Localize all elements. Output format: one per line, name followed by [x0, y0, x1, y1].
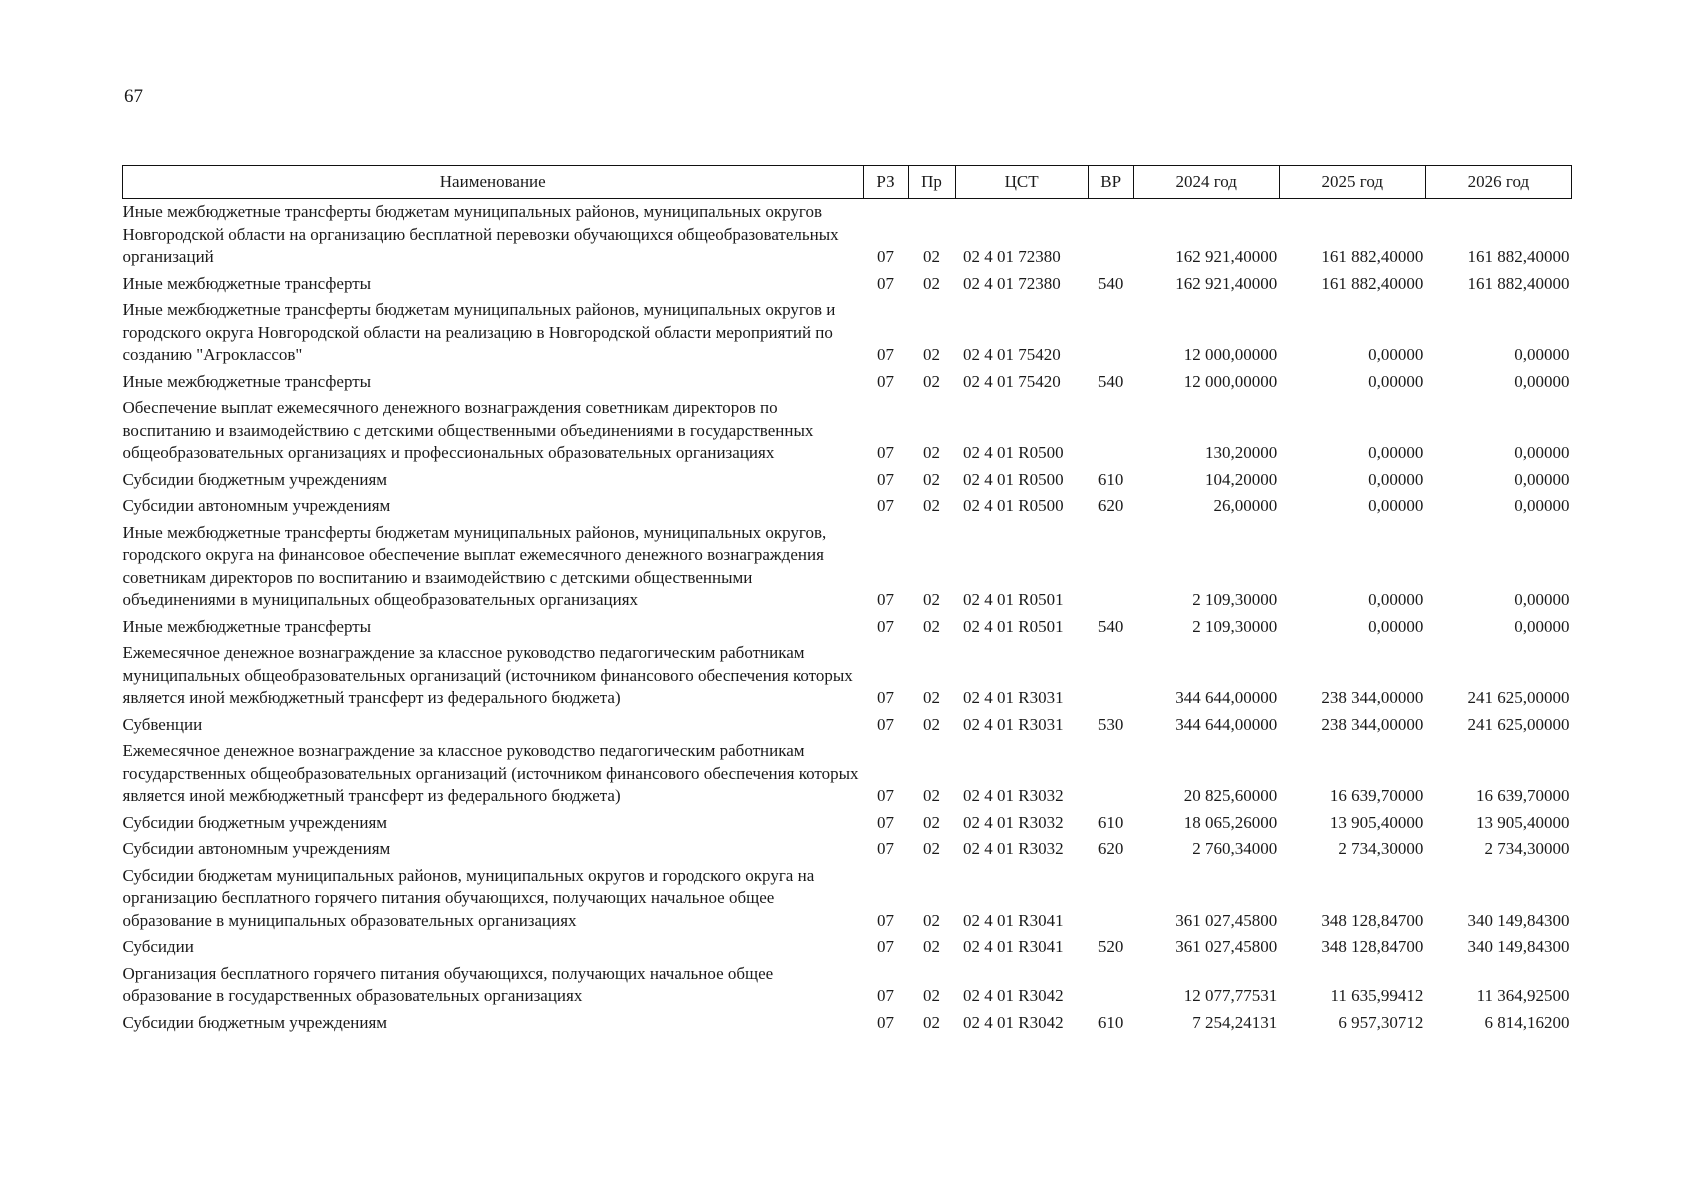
header-vr: ВР [1088, 166, 1133, 199]
row-amount-2024: 7 254,24131 [1192, 1012, 1278, 1032]
row-rz: 07 [877, 812, 894, 832]
row-amount-2025: 13 905,40000 [1329, 812, 1424, 832]
row-rz: 07 [877, 986, 894, 1005]
row-name: Субсидии бюджетным учреждениям [122, 1012, 388, 1032]
row-name: Иные межбюджетные трансферты [122, 616, 372, 636]
row-amount-2025: 6 957,30712 [1338, 1012, 1424, 1032]
row-name: Субсидии бюджетам муниципальных районов, муниципальных округов и городского округа на организацию бесплатного горячего питания обучающихся, получающих начальное общее образование в муниципальных образовательных организациях [122, 865, 815, 930]
row-amount-2025: 238 344,00000 [1321, 714, 1424, 734]
row-pr: 02 [923, 910, 941, 930]
row-vr [1088, 520, 1133, 614]
row-amount-2026: 0,00000 [1514, 590, 1570, 609]
row-vr: 610 [1097, 812, 1124, 832]
row-rz: 07 [877, 247, 894, 266]
row-amount-2026: 161 882,40000 [1467, 273, 1570, 293]
row-name: Субсидии бюджетным учреждениям [122, 469, 388, 489]
page-number: 67 [124, 86, 143, 107]
row-rz: 07 [877, 616, 894, 636]
table-row [123, 395, 1572, 467]
table-row [123, 369, 1572, 396]
row-amount-2025: 11 635,99412 [1330, 986, 1424, 1005]
row-name: Субсидии автономным учреждениям [122, 839, 391, 858]
row-pr: 02 [923, 986, 941, 1005]
row-pr: 02 [923, 590, 941, 609]
row-amount-2026: 0,00000 [1514, 371, 1570, 391]
row-vr [1088, 863, 1133, 935]
header-row [123, 166, 1572, 199]
row-cst: 02 4 01 R3041 [963, 910, 1064, 930]
row-name: Субсидии бюджетным учреждениям [122, 812, 388, 832]
row-amount-2026: 16 639,70000 [1476, 786, 1570, 805]
row-name: Иные межбюджетные трансферты бюджетам муниципальных районов, муниципальных округов и городского округа Новгородской области на реализацию в Новгородской области мероприятий по созданию "Агроклассов" [122, 300, 836, 364]
table-row [123, 863, 1572, 935]
row-amount-2026: 0,00000 [1514, 443, 1570, 462]
row-pr: 02 [923, 616, 941, 636]
row-vr: 540 [1097, 273, 1124, 293]
row-vr: 620 [1097, 496, 1124, 515]
table-row [123, 712, 1572, 739]
table-header [123, 166, 1572, 199]
row-amount-2026: 11 364,92500 [1476, 986, 1570, 1005]
row-rz: 07 [877, 469, 894, 489]
row-amount-2025: 2 734,30000 [1338, 839, 1424, 858]
row-rz: 07 [877, 786, 894, 805]
row-cst: 02 4 01 R3031 [963, 688, 1064, 707]
table-row [123, 467, 1572, 494]
row-name: Организация бесплатного горячего питания обучающихся, получающих начальное общее образование в государственных образовательных организациях [122, 963, 774, 1005]
row-pr: 02 [923, 714, 941, 734]
table-row [123, 1010, 1572, 1037]
row-amount-2026: 0,00000 [1514, 345, 1570, 364]
row-cst: 02 4 01 R0500 [963, 496, 1064, 515]
row-pr: 02 [923, 247, 941, 266]
row-amount-2024: 2 109,30000 [1192, 590, 1278, 609]
table-row [123, 810, 1572, 837]
table-row [123, 934, 1572, 961]
row-pr: 02 [923, 937, 941, 956]
row-name: Ежемесячное денежное вознаграждение за классное руководство педагогическим работникам государственных общеобразовательных организаций (источником финансового обеспечения которых является иной межбюджетный трансферт из федерального бюджета) [122, 741, 859, 805]
row-cst: 02 4 01 R3031 [963, 714, 1064, 734]
row-pr: 02 [923, 273, 941, 293]
row-rz: 07 [877, 273, 894, 293]
row-vr: 540 [1097, 616, 1124, 636]
row-cst: 02 4 01 72380 [963, 247, 1061, 266]
table-row [123, 493, 1572, 520]
row-amount-2024: 26,00000 [1213, 496, 1278, 515]
row-amount-2025: 0,00000 [1368, 496, 1424, 515]
table-body [123, 199, 1572, 1037]
row-amount-2026: 0,00000 [1514, 496, 1570, 515]
row-pr: 02 [923, 496, 941, 515]
table-row [123, 297, 1572, 369]
row-cst: 02 4 01 R0500 [963, 469, 1064, 489]
table-row [123, 961, 1572, 1010]
row-amount-2026: 340 149,84300 [1467, 937, 1570, 956]
row-cst: 02 4 01 R3042 [963, 986, 1064, 1005]
header-2025: 2025 год [1279, 166, 1425, 199]
row-cst: 02 4 01 75420 [963, 345, 1061, 364]
header-pr: Пр [908, 166, 955, 199]
row-amount-2024: 162 921,40000 [1175, 247, 1278, 266]
row-pr: 02 [923, 688, 941, 707]
row-vr [1088, 199, 1133, 271]
row-amount-2024: 104,20000 [1204, 469, 1278, 489]
table-row [123, 199, 1572, 271]
row-vr: 610 [1097, 1012, 1124, 1032]
header-2026: 2026 год [1425, 166, 1571, 199]
row-vr: 540 [1097, 371, 1124, 391]
row-amount-2025: 161 882,40000 [1321, 247, 1424, 266]
row-amount-2024: 344 644,00000 [1175, 688, 1278, 707]
row-vr [1088, 738, 1133, 810]
row-amount-2026: 241 625,00000 [1467, 688, 1570, 707]
row-rz: 07 [877, 937, 894, 956]
row-vr: 530 [1097, 714, 1124, 734]
row-rz: 07 [877, 839, 894, 858]
row-amount-2026: 2 734,30000 [1484, 839, 1570, 858]
row-amount-2024: 18 065,26000 [1183, 812, 1278, 832]
table-row [123, 271, 1572, 298]
table-row [123, 836, 1572, 863]
row-amount-2024: 20 825,60000 [1183, 786, 1278, 805]
row-amount-2026: 161 882,40000 [1467, 247, 1570, 266]
row-amount-2025: 0,00000 [1368, 469, 1424, 489]
row-rz: 07 [877, 496, 894, 515]
row-amount-2025: 0,00000 [1368, 590, 1424, 609]
row-name: Субвенции [122, 714, 203, 734]
row-amount-2026: 340 149,84300 [1467, 910, 1570, 930]
row-name: Иные межбюджетные трансферты бюджетам муниципальных районов, муниципальных округов Новгородской области на организацию бесплатной перевозки обучающихся общеобразовательных организаций [122, 202, 839, 266]
row-cst: 02 4 01 R3041 [963, 937, 1064, 956]
row-amount-2025: 0,00000 [1368, 345, 1424, 364]
row-amount-2025: 16 639,70000 [1329, 786, 1424, 805]
row-amount-2024: 361 027,45800 [1175, 910, 1278, 930]
row-amount-2026: 6 814,16200 [1484, 1012, 1570, 1032]
row-name: Иные межбюджетные трансферты бюджетам муниципальных районов, муниципальных округов, городского округа на финансовое обеспечение выплат ежемесячного денежного вознаграждения советникам директоров по воспитанию и взаимодействию с детскими общественными объединениями в муниципальных общеобразовательных организациях [122, 522, 827, 609]
row-amount-2026: 0,00000 [1514, 469, 1570, 489]
row-amount-2024: 344 644,00000 [1175, 714, 1278, 734]
row-pr: 02 [923, 443, 941, 462]
table-row [123, 614, 1572, 641]
row-cst: 02 4 01 R0501 [963, 590, 1064, 609]
row-amount-2024: 12 077,77531 [1183, 986, 1278, 1005]
row-rz: 07 [877, 1012, 894, 1032]
row-amount-2025: 348 128,84700 [1321, 937, 1424, 956]
row-pr: 02 [923, 1012, 941, 1032]
row-pr: 02 [923, 469, 941, 489]
header-name: Наименование [123, 166, 864, 199]
table-row [123, 640, 1572, 712]
row-vr: 520 [1097, 937, 1124, 956]
row-rz: 07 [877, 443, 894, 462]
header-cst: ЦСТ [955, 166, 1088, 199]
row-amount-2025: 161 882,40000 [1321, 273, 1424, 293]
table-row [123, 520, 1572, 614]
row-amount-2025: 0,00000 [1368, 371, 1424, 391]
row-pr: 02 [923, 371, 941, 391]
header-rz: РЗ [863, 166, 908, 199]
row-amount-2026: 241 625,00000 [1467, 714, 1570, 734]
row-amount-2024: 361 027,45800 [1175, 937, 1278, 956]
row-amount-2026: 13 905,40000 [1476, 812, 1570, 832]
row-rz: 07 [877, 590, 894, 609]
row-rz: 07 [877, 910, 894, 930]
row-name: Обеспечение выплат ежемесячного денежного вознаграждения советникам директоров по воспитанию и взаимодействию с детскими общественными объединениями в государственных общеобразовательных организациях и профессиональных образовательных организациях [122, 398, 814, 462]
row-vr [1088, 640, 1133, 712]
row-amount-2026: 0,00000 [1514, 616, 1570, 636]
row-amount-2024: 2 109,30000 [1192, 616, 1278, 636]
row-cst: 02 4 01 R3042 [963, 1012, 1064, 1032]
row-cst: 02 4 01 72380 [963, 273, 1061, 293]
row-cst: 02 4 01 R3032 [963, 812, 1064, 832]
row-name: Иные межбюджетные трансферты [122, 371, 372, 391]
row-rz: 07 [877, 688, 894, 707]
budget-table [122, 165, 1572, 1036]
row-rz: 07 [877, 714, 894, 734]
row-pr: 02 [923, 345, 941, 364]
row-amount-2025: 0,00000 [1368, 616, 1424, 636]
row-name: Субсидии [122, 937, 194, 956]
row-amount-2025: 238 344,00000 [1321, 688, 1424, 707]
row-vr: 610 [1097, 469, 1124, 489]
row-amount-2025: 0,00000 [1368, 443, 1424, 462]
row-cst: 02 4 01 R0501 [963, 616, 1064, 636]
row-name: Субсидии автономным учреждениям [122, 496, 391, 515]
row-vr: 620 [1097, 839, 1124, 858]
row-amount-2024: 12 000,00000 [1183, 371, 1278, 391]
row-cst: 02 4 01 R0500 [963, 443, 1064, 462]
row-name: Ежемесячное денежное вознаграждение за классное руководство педагогическим работникам муниципальных общеобразовательных организаций (источником финансового обеспечения которых является иной межбюджетный трансферт из федерального бюджета) [122, 643, 853, 707]
row-name: Иные межбюджетные трансферты [122, 273, 372, 293]
row-amount-2024: 2 760,34000 [1192, 839, 1278, 858]
row-amount-2025: 348 128,84700 [1321, 910, 1424, 930]
row-rz: 07 [877, 371, 894, 391]
row-amount-2024: 130,20000 [1204, 443, 1278, 462]
row-cst: 02 4 01 75420 [963, 371, 1061, 391]
row-pr: 02 [923, 786, 941, 805]
row-cst: 02 4 01 R3032 [963, 839, 1064, 858]
row-amount-2024: 12 000,00000 [1183, 345, 1278, 364]
row-cst: 02 4 01 R3032 [963, 786, 1064, 805]
row-pr: 02 [923, 812, 941, 832]
table-row [123, 738, 1572, 810]
row-rz: 07 [877, 345, 894, 364]
row-vr [1088, 961, 1133, 1010]
row-vr [1088, 297, 1133, 369]
row-vr [1088, 395, 1133, 467]
header-2024: 2024 год [1133, 166, 1279, 199]
row-amount-2024: 162 921,40000 [1175, 273, 1278, 293]
row-pr: 02 [923, 839, 941, 858]
